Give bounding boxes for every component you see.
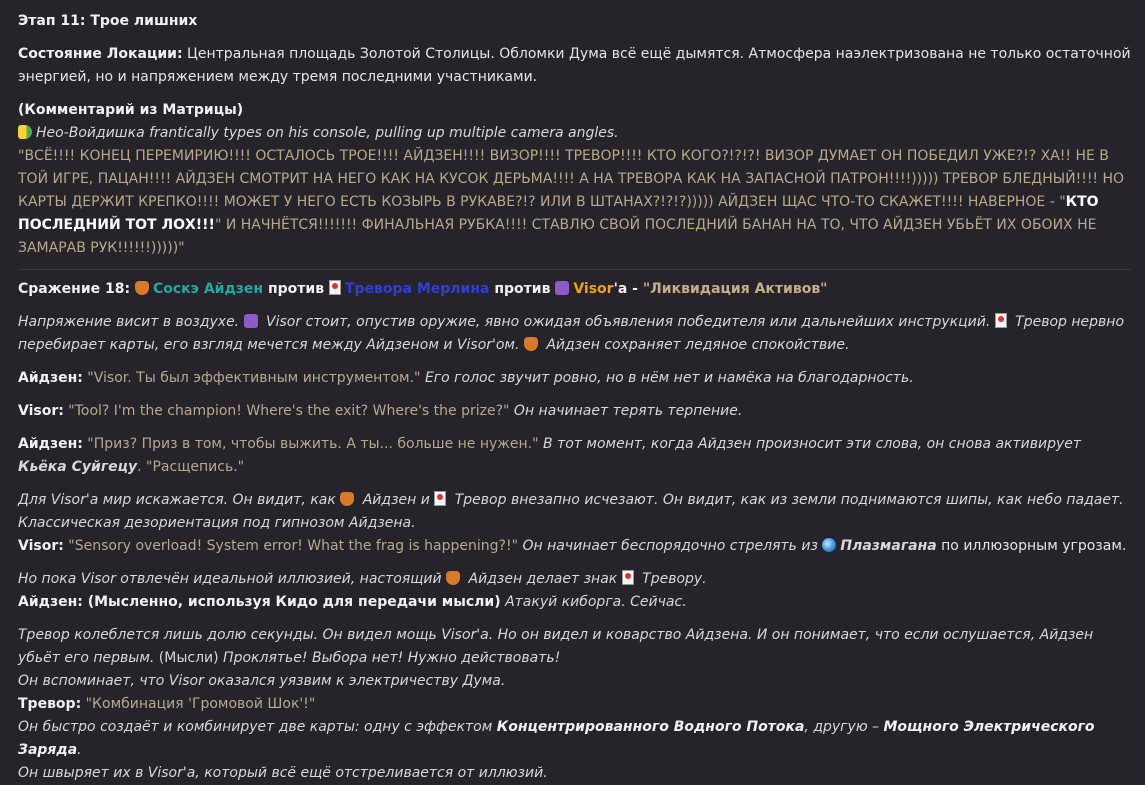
speaker: Айдзен: xyxy=(18,370,83,386)
battle-header xyxy=(18,278,1131,301)
line-aizen-3 xyxy=(18,591,1131,614)
card-icon xyxy=(622,570,634,585)
mask-icon xyxy=(524,337,538,351)
location-paragraph xyxy=(18,43,1131,89)
p1-d: Айдзен сохраняет ледяное спокойствие. xyxy=(541,337,850,353)
fighter-aizen: Соскэ Айдзен xyxy=(152,281,264,297)
story-p6 xyxy=(18,716,1131,762)
battle-title: "Ликвидация Активов" xyxy=(642,281,828,297)
mask-icon xyxy=(446,571,460,585)
p1-b: Visor стоит, опустив оружие, явно ожидая объявления победителя или дальнейших инструкций. xyxy=(261,314,995,330)
line-aizen-1 xyxy=(18,367,1131,390)
caps-bold: КТО ПОСЛЕДНИЙ ТОТ ЛОХ!!! xyxy=(18,194,1099,233)
commentary-caps xyxy=(18,145,1131,260)
mask-icon xyxy=(340,492,354,506)
line-aizen-2 xyxy=(18,433,1131,479)
vs-2: против xyxy=(489,281,556,297)
p4-mid: (Мысли) xyxy=(158,650,219,666)
p6-e: . xyxy=(77,742,82,758)
mask-icon xyxy=(135,281,149,295)
caps-part1: "ВСЁ!!!! КОНЕЦ ПЕРЕМИРИЮ!!!! ОСТАЛОСЬ ТРОЕ!!!! АЙДЗЕН!!!! ВИЗОР!!!! ТРЕВОР!!!! КТО КОГО?!?!?! ВИЗОР ДУМАЕТ ОН ПОБЕДИЛ УЖЕ?!? ХА!! НЕ В ТОЙ ИГРЕ, ПАЦАН!!!! АЙДЗЕН СМОТРИТ НА НЕГО КАК НА КУСОК ДЕРЬМА!!!! А НА ТРЕВОРА КАК НА ЗАПАСНОЙ ПАТРОН!!!!))))) ТРЕВОР БЛЕДНЫЙ!!!! НО КАРТЫ ДЕРЖИТ КРЕПКО!!!! МОЖЕТ У НЕГО ЕСТЬ КОЗЫРЬ В РУКАВЕ?!? ИЛИ В ШТАНАХ?!?!?))))) АЙДЗЕН ЩАС ЧТО-ТО СКАЖЕТ!!!! НАВЕРНОЕ - " xyxy=(18,148,1125,210)
location-text: Центральная площадь Золотой Столицы. Обломки Дума всё ещё дымятся. Атмосфера наэлектризована не только остаточной энергией, но и напряжением между тремя последними участниками. xyxy=(18,46,1131,85)
story-p4 xyxy=(18,624,1131,670)
location-label: Состояние Локации: xyxy=(18,46,183,62)
card-icon xyxy=(329,280,341,295)
p2-c: Тревор внезапно исчезают. Он видит, как из земли поднимаются шипы, как небо падает. Классическая дезориентация под гипнозом Айдзена. xyxy=(18,492,1124,531)
card-water: Концентрированного Водного Потока xyxy=(496,719,805,735)
narration: В тот момент, когда Айдзен произносит эти слова, он снова активирует xyxy=(543,436,1082,452)
narration: Его голос звучит ровно, но в нём нет и намёка на благодарность. xyxy=(424,370,914,386)
card-electric: Мощного Электрического Заряда xyxy=(18,719,1095,758)
narration: Он начинает терять терпение. xyxy=(513,403,743,419)
story-p1 xyxy=(18,311,1131,357)
commentary-header: (Комментарий из Матрицы) xyxy=(18,102,244,118)
commentary-action xyxy=(18,122,1131,145)
caps-part2: " И НАЧНЁТСЯ!!!!!!! ФИНАЛЬНАЯ РУБКА!!!! СТАВЛЮ СВОЙ ПОСЛЕДНИЙ БАНАН НА ТО, ЧТО АЙДЗЕН УБЬЁТ ИХ ОБОИХ НЕ ЗАМАРАВ РУК!!!!!!)))))" xyxy=(18,217,1097,256)
vs-1: против xyxy=(263,281,329,297)
narration: Он начинает беспорядочно стрелять из xyxy=(522,538,823,554)
narration: Атакуй киборга. Сейчас. xyxy=(500,594,687,610)
alien-icon xyxy=(244,314,258,328)
line-visor-1 xyxy=(18,400,1131,423)
p2-b: Айдзен и xyxy=(358,492,435,508)
fighter-trevor: Тревора Мерлина xyxy=(344,281,490,297)
p4-a: Тревор колеблется лишь долю секунды. Он видел мощь Visor'а. Но он видел и коварство Айдзена. И он понимает, что если ослушается, Айдзен убьёт его первым. xyxy=(18,627,1094,666)
fighter-visor: Visor xyxy=(573,281,614,297)
p3-b: Айдзен делает знак xyxy=(464,571,622,587)
p2-a: Для Visor'а мир искажается. Он видит, как xyxy=(18,492,341,508)
speaker: Айдзен: (Мысленно, используя Кидо для передачи мысли) xyxy=(18,594,501,610)
narration-end: по иллюзорным угрозам. xyxy=(936,538,1127,554)
commentary-action-text: Нео-Войдишка frantically types on his console, pulling up multiple camera angles. xyxy=(36,125,619,141)
quote: "Tool? I'm the champion! Where's the exit? Where's the prize?" xyxy=(63,403,514,419)
p3-a: Но пока Visor отвлечён идеальной иллюзией, настоящий xyxy=(18,571,447,587)
p6-a: Он быстро создаёт и комбинирует две карты: одну с эффектом xyxy=(18,719,497,735)
visor-suffix: 'а - xyxy=(613,281,643,297)
p1-c: Тревор нервно перебирает карты, его взгляд мечется между Айдзеном и Visor'ом. xyxy=(18,314,1125,353)
speaker: Visor: xyxy=(18,403,64,419)
orb-icon xyxy=(822,538,836,552)
weapon-name: Плазмагана xyxy=(840,538,937,554)
quote: "Приз? Приз в том, чтобы выжить. А ты... больше не нужен." xyxy=(82,436,544,452)
quote-end: . "Расщепись." xyxy=(137,459,245,475)
line-visor-2 xyxy=(18,535,1131,558)
quote: "Комбинация 'Громовой Шок'!" xyxy=(81,696,316,712)
p3-c: Тревору. xyxy=(637,571,707,587)
story-p2 xyxy=(18,489,1131,535)
stage-title: Этап 11: Трое лишних xyxy=(18,13,198,29)
p6-c: , другую – xyxy=(804,719,884,735)
p1-a: Напряжение висит в воздухе. xyxy=(18,314,244,330)
divider xyxy=(18,269,1131,270)
card-icon xyxy=(995,313,1007,328)
ability-name: Кьёка Суйгецу xyxy=(18,459,138,475)
story-p7: Он швыряет их в Visor'а, который всё ещё отстреливается от иллюзий. xyxy=(18,765,548,781)
line-trevor-1 xyxy=(18,693,1131,716)
quote: "Visor. Ты был эффективным инструментом." xyxy=(82,370,425,386)
speaker: Тревор: xyxy=(18,696,82,712)
battle-label: Сражение 18: xyxy=(18,281,131,297)
story-p5: Он вспоминает, что Visor оказался уязвим к электричеству Дума. xyxy=(18,673,506,689)
card-icon xyxy=(434,491,446,506)
story-p3 xyxy=(18,568,1131,591)
alien-icon xyxy=(555,281,569,295)
p4-b: Проклятье! Выбора нет! Нужно действовать! xyxy=(218,650,561,666)
speaker: Айдзен: xyxy=(18,436,83,452)
corn-icon xyxy=(18,125,32,139)
quote: "Sensory overload! System error! What the frag is happening?!" xyxy=(63,538,523,554)
speaker: Visor: xyxy=(18,538,64,554)
